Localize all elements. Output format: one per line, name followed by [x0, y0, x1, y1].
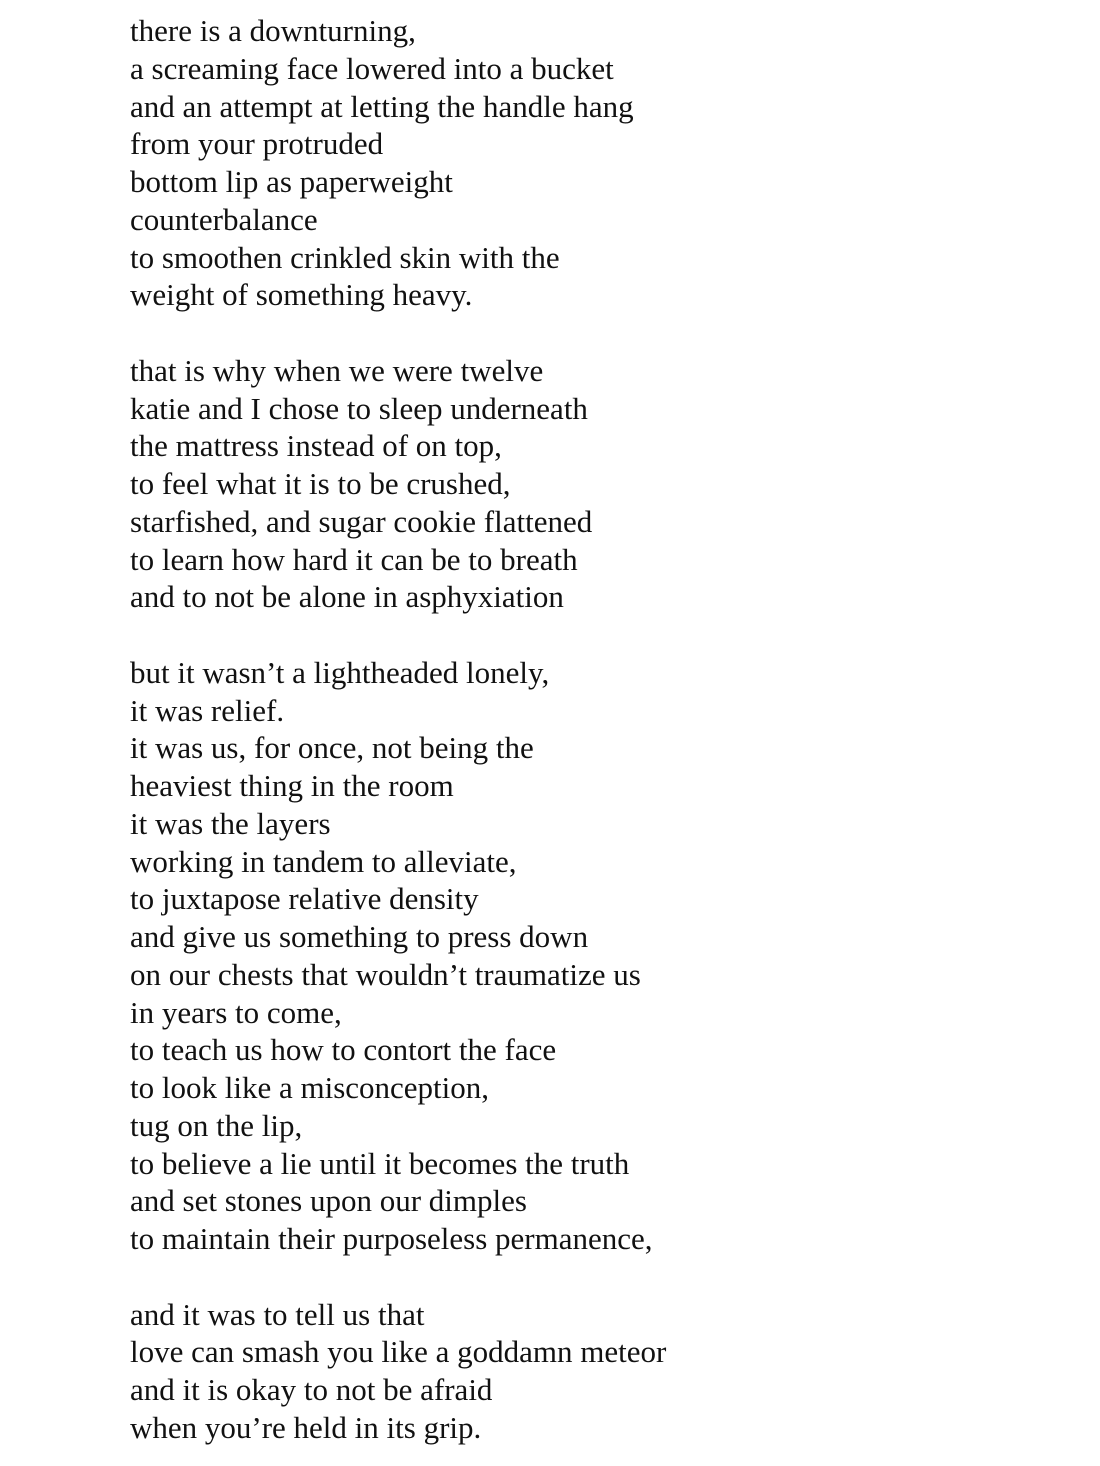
poem-line: katie and I chose to sleep underneath — [130, 390, 588, 426]
poem-line: it was us, for once, not being the — [130, 730, 534, 766]
poem-line: tug on the lip, — [130, 1107, 303, 1143]
poem-line: to smoothen crinkled skin with the — [130, 239, 560, 275]
poem-line: to feel what it is to be crushed, — [130, 466, 511, 501]
poem-line: and set stones upon our dimples — [130, 1183, 527, 1219]
poem-line: that is why when we were twelve — [130, 352, 544, 388]
stanza-1 — [130, 12, 1070, 314]
poem-text — [130, 12, 1070, 1447]
poem-line: it was the layers — [130, 805, 331, 841]
poem-line: to learn how hard it can be to breath — [130, 541, 578, 577]
poem-line: but it wasn’t a lightheaded lonely, — [130, 654, 550, 690]
poem-line: and to not be alone in asphyxiation — [130, 579, 564, 615]
poem-line: and give us something to press down — [130, 919, 589, 954]
poem-line: heaviest thing in the room — [130, 768, 454, 803]
poem-line: it was relief. — [130, 692, 285, 728]
poem-line: to teach us how to contort the face — [130, 1032, 557, 1068]
poem-line: a screaming face lowered into a bucket — [130, 50, 614, 86]
stanza-4 — [130, 1296, 1070, 1447]
poem-line: in years to come, — [130, 994, 342, 1030]
poem-line: weight of something heavy. — [130, 277, 473, 313]
poem-line: and it was to tell us that — [130, 1296, 425, 1332]
stanza-2 — [130, 352, 1070, 616]
poem-line: on our chests that wouldn’t traumatize us — [130, 956, 641, 992]
stanza-break — [130, 314, 1070, 352]
poem-line: there is a downturning, — [130, 13, 416, 48]
poem-line: when you’re held in its grip. — [130, 1409, 482, 1445]
poem-line: the mattress instead of on top, — [130, 428, 502, 464]
poem-line: to maintain their purposeless permanence, — [130, 1221, 653, 1256]
stanza-break — [130, 616, 1070, 654]
poem-line: to juxtapose relative density — [130, 881, 479, 917]
poem-line: starfished, and sugar cookie flattened — [130, 503, 593, 539]
poem-line: bottom lip as paperweight — [130, 164, 453, 199]
poem-line: love can smash you like a goddamn meteor — [130, 1334, 667, 1370]
stanza-3 — [130, 654, 1070, 1258]
poem-line: working in tandem to alleviate, — [130, 843, 517, 879]
poem-line: and it is okay to not be afraid — [130, 1372, 493, 1407]
poem-line: to look like a misconception, — [130, 1070, 490, 1105]
poem-line: to believe a lie until it becomes the truth — [130, 1145, 630, 1181]
poem-line: counterbalance — [130, 201, 318, 237]
stanza-break — [130, 1258, 1070, 1296]
poem-line: and an attempt at letting the handle hang — [130, 88, 634, 124]
poem-line: from your protruded — [130, 126, 384, 162]
